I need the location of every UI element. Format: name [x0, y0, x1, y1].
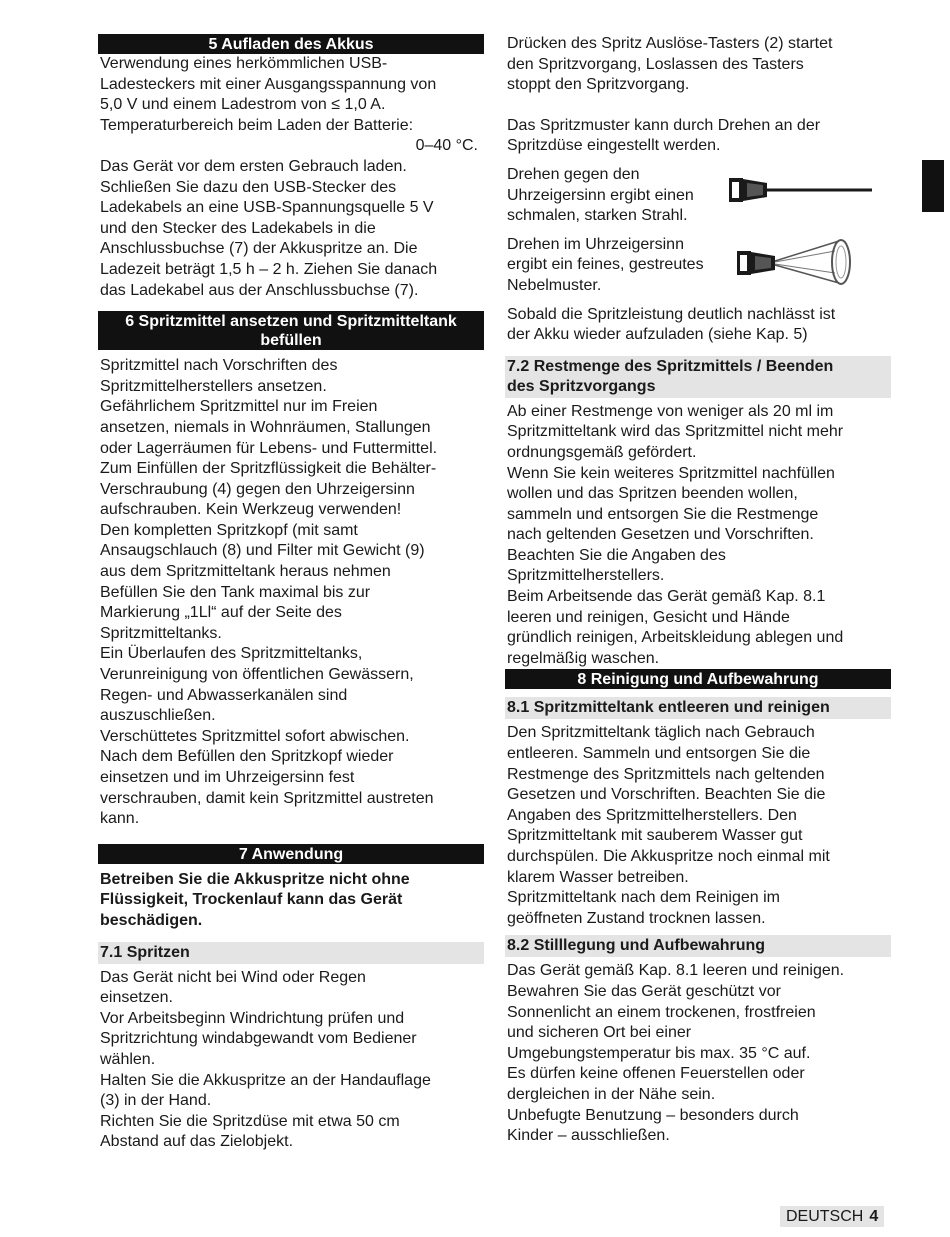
s8-1-line: entleeren. Sammeln und entsorgen Sie die	[507, 745, 811, 763]
s6-line: Ein Überlaufen des Spritzmitteltanks,	[100, 645, 363, 663]
s8-1-line: Den Spritzmitteltank täglich nach Gebrauch	[507, 724, 815, 742]
s5-line: das Ladekabel aus der Anschlussbuchse (7).	[100, 281, 419, 299]
ccw-line: Uhrzeigersinn ergibt einen	[507, 186, 694, 204]
s8-2-line: Kinder – ausschließen.	[507, 1127, 670, 1145]
chapter-tab-marker	[922, 160, 944, 212]
s5-line: und den Stecker des Ladekabels in die	[100, 219, 376, 237]
s7-1-line: Abstand auf das Zielobjekt.	[100, 1133, 294, 1151]
cw-line: ergibt ein feines, gestreutes	[507, 256, 704, 274]
s7-1-line: Spritzrichtung windabgewandt vom Bediener	[100, 1030, 417, 1048]
s6-line: aus dem Spritzmitteltank heraus nehmen	[100, 563, 391, 581]
s6-line: Befüllen Sie den Tank maximal bis zur	[100, 583, 371, 601]
s6-line: Markierung „1Ll“ auf der Seite des	[100, 604, 342, 622]
s6-line: Spritzmittelherstellers ansetzen.	[100, 377, 327, 395]
section-6-title-line: 6 Spritzmittel ansetzen und Spritzmitteltank	[125, 313, 457, 331]
s8-1-line: durchspülen. Die Akkuspritze noch einmal mit	[507, 848, 830, 865]
s6-line: Nach dem Befüllen den Spritzkopf wieder	[100, 748, 394, 766]
s5-line: Das Gerät vor dem ersten Gebrauch laden.	[100, 157, 407, 175]
s7-2-line: sammeln und entsorgen Sie die Restmenge	[507, 505, 819, 523]
subsection-7-2-title-line: 7.2 Restmenge des Spritzmittels / Beenden	[507, 357, 834, 375]
s6-line: Verschraubung (4) gegen den Uhrzeigersinn	[100, 480, 415, 498]
s5-line: Ladekabels an eine USB-Spannungsquelle 5 V	[100, 199, 434, 217]
s8-1-line: Spritzmitteltank mit sauberem Wasser gut	[507, 827, 803, 845]
s5-line: Anschlussbuchse (7) der Akkuspritze an. Die	[100, 240, 418, 258]
s5-line: Temperaturbereich beim Laden der Batterie:	[100, 116, 414, 134]
subsection-7-1-title: 7.1 Spritzen	[98, 942, 484, 964]
s7-2-line: Spritzmitteltank wird das Spritzmittel nicht mehr	[507, 423, 844, 441]
s7-1-line: Halten Sie die Akkuspritze an der Handauflage	[100, 1071, 431, 1089]
subsection-8-1-title: 8.1 Spritzmitteltank entleeren und reinigen	[505, 697, 891, 719]
s8-2-line: Sonnenlicht an einem trockenen, frostfreien	[507, 1003, 816, 1021]
s7-1-line: Das Gerät nicht bei Wind oder Regen	[100, 968, 366, 986]
subsection-7-2-title	[505, 356, 891, 398]
s7-1-line: (3) in der Hand.	[100, 1092, 212, 1110]
s6-line: oder Lagerräumen für Lebens- und Futtermittel.	[100, 439, 438, 457]
section-6-body	[98, 356, 484, 830]
subsection-8-2-title: 8.2 Stilllegung und Aufbewahrung	[505, 935, 891, 957]
s6-line: Den kompletten Spritzkopf (mit samt	[100, 521, 358, 539]
s5-line: Schließen Sie dazu den USB-Stecker des	[100, 178, 397, 196]
s7-1-line: einsetzen.	[100, 989, 173, 1007]
s6-line: Gefährlichem Spritzmittel nur im Freien	[100, 398, 378, 416]
s8-1-line: Spritzmitteltank nach dem Reinigen im	[507, 889, 781, 907]
s6-line: ansetzen, niemals in Wohnräumen, Stallungen	[100, 418, 431, 436]
page-footer	[780, 1206, 884, 1227]
section-8-title: 8 Reinigung und Aufbewahrung	[505, 669, 891, 689]
footer-language: DEUTSCH	[786, 1208, 864, 1225]
s5-line: Ladezeit beträgt 1,5 h – 2 h. Ziehen Sie danach	[100, 260, 438, 278]
s6-line: Ansaugschlauch (8) und Filter mit Gewicht (9)	[100, 542, 425, 560]
mist-nozzle-icon	[735, 235, 859, 287]
s5-line: Ladesteckers mit einer Ausgangsspannung von	[100, 75, 437, 93]
s6-line: aufschrauben. Kein Werkzeug verwenden!	[100, 501, 402, 519]
section-5-title: 5 Aufladen des Akkus	[98, 34, 484, 54]
pattern-line: Spritzdüse eingestellt werden.	[507, 137, 721, 155]
s7-2-line: Beim Arbeitsende das Gerät gemäß Kap. 8.1	[507, 588, 826, 606]
left-column	[98, 34, 484, 1153]
s7-warning-line: Betreiben Sie die Akkuspritze nicht ohne	[100, 870, 410, 888]
s7-1-line: Richten Sie die Spritzdüse mit etwa 50 cm	[100, 1112, 400, 1130]
s6-line: Spritzmittel nach Vorschriften des	[100, 357, 338, 375]
s7-2-line: leeren und reinigen, Gesicht und Hände	[507, 608, 790, 626]
page-number: 4	[869, 1208, 879, 1225]
right-column	[505, 34, 891, 1147]
s7-2-line: ordnungsgemäß gefördert.	[507, 443, 697, 461]
s6-line: Verschüttetes Spritzmittel sofort abwischen.	[100, 727, 410, 745]
intro-line: stoppt den Spritzvorgang.	[507, 76, 690, 94]
s8-1-line: geöffneten Zustand trocknen lassen.	[507, 909, 766, 927]
narrow-jet-row	[505, 165, 891, 227]
s6-line: Spritzmitteltanks.	[100, 624, 222, 642]
s8-2-line: Bewahren Sie das Gerät geschützt vor	[507, 982, 781, 1000]
s6-line: einsetzen und im Uhrzeigersinn fest	[100, 769, 355, 786]
subsection-8-2-body	[505, 961, 891, 1146]
s5-line: Verwendung eines herkömmlichen USB-	[100, 55, 388, 72]
s6-line: kann.	[100, 810, 140, 828]
section-7-title: 7 Anwendung	[98, 844, 484, 864]
subsection-7-2-body	[505, 402, 891, 670]
section-6-title-line: befüllen	[260, 332, 322, 350]
subsection-8-1-body	[505, 723, 891, 929]
ccw-line: Drehen gegen den	[507, 165, 640, 183]
s7-1-line: wählen.	[100, 1050, 156, 1068]
cw-line: Nebelmuster.	[507, 276, 602, 294]
s6-line: Verunreinigung von öffentlichen Gewässern,	[100, 666, 414, 684]
s8-2-line: Das Gerät gemäß Kap. 8.1 leeren und reinigen.	[507, 962, 845, 980]
s7-2-line: nach geltenden Gesetzen und Vorschriften.	[507, 526, 814, 544]
s6-line: auszuschließen.	[100, 707, 216, 725]
s8-2-line: Es dürfen keine offenen Feuerstellen oder	[507, 1065, 805, 1083]
s8-2-line: und sicheren Ort bei einer	[507, 1024, 692, 1042]
s7-warning-line: beschädigen.	[100, 911, 203, 929]
s5-line: 5,0 V und einem Ladestrom von ≤ 1,0 A.	[100, 96, 386, 114]
s6-line: verschrauben, damit kein Spritzmittel austreten	[100, 789, 434, 807]
subsection-7-1-body	[98, 968, 484, 1153]
intro-line: Drücken des Spritz Auslöse-Tasters (2) startet	[507, 35, 833, 52]
s7-2-line: regelmäßig waschen.	[507, 649, 660, 667]
s7-1-line: Vor Arbeitsbeginn Windrichtung prüfen und	[100, 1009, 405, 1027]
intro-line: den Spritzvorgang, Loslassen des Tasters	[507, 55, 804, 73]
s7-2-line: wollen und das Spritzen beenden wollen,	[507, 485, 798, 503]
battery-note-line: Sobald die Spritzleistung deutlich nachlässt ist	[507, 305, 836, 323]
narrow-jet-nozzle-icon	[727, 175, 877, 205]
subsection-7-2-title-line: des Spritzvorgangs	[507, 377, 656, 395]
ccw-line: schmalen, starken Strahl.	[507, 207, 688, 225]
s8-1-line: Gesetzen und Vorschriften. Beachten Sie die	[507, 786, 826, 804]
s7-warning-line: Flüssigkeit, Trockenlauf kann das Gerät	[100, 891, 403, 909]
pattern-line: Das Spritzmuster kann durch Drehen an der	[507, 116, 821, 134]
s7-2-line: Wenn Sie kein weiteres Spritzmittel nachfüllen	[507, 464, 835, 482]
s6-line: Regen- und Abwasserkanälen sind	[100, 686, 348, 704]
battery-note-line: der Akku wieder aufzuladen (siehe Kap. 5)	[507, 326, 808, 344]
s7-2-line: Beachten Sie die Angaben des	[507, 546, 726, 564]
s8-1-line: Restmenge des Spritzmittels nach geltenden	[507, 765, 825, 783]
s7-2-line: gründlich reinigen, Arbeitskleidung ablegen und	[507, 629, 844, 647]
section-6-title	[98, 311, 484, 350]
s6-line: Zum Einfüllen der Spritzflüssigkeit die Behälter-	[100, 460, 437, 478]
cw-line: Drehen im Uhrzeigersinn	[507, 235, 684, 253]
mist-row	[505, 235, 891, 297]
s5-temperature: 0–40 °C.	[415, 137, 478, 155]
s7-2-line: Spritzmittelherstellers.	[507, 567, 665, 585]
s8-2-line: Umgebungstemperatur bis max. 35 °C auf.	[507, 1044, 811, 1062]
s8-1-line: klarem Wasser betreiben.	[507, 868, 689, 886]
s8-2-line: dergleichen in der Nähe sein.	[507, 1085, 716, 1103]
s7-2-line: Ab einer Restmenge von weniger als 20 ml im	[507, 402, 834, 420]
s8-1-line: Angaben des Spritzmittelherstellers. Den	[507, 806, 797, 824]
s8-2-line: Unbefugte Benutzung – besonders durch	[507, 1106, 799, 1124]
